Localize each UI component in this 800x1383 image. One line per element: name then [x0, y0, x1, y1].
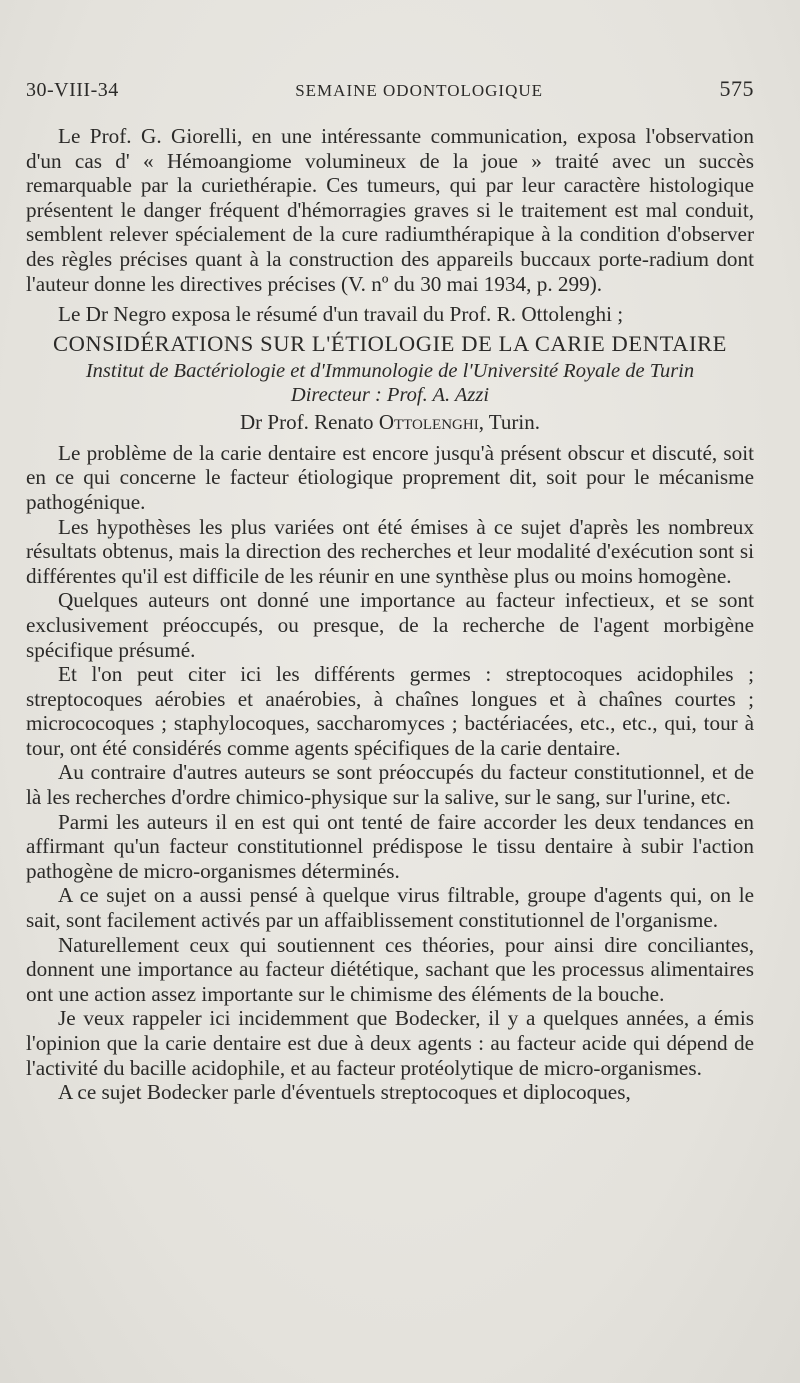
author-name: Ottolenghi: [378, 409, 479, 434]
article-director: Directeur : Prof. A. Azzi: [290, 384, 490, 407]
header-journal-title: SEMAINE ODONTOLOGIQUE: [295, 81, 544, 100]
body-paragraph-6: Parmi les auteurs il en est qui ont tenté de faire accorder les deux tendances en affirmant qu'un facteur constitutionnel prédispose le tissu dentaire à subir l'action pathogène de micro-organismes déterminés.: [26, 809, 754, 883]
body-paragraph-3: Quelques auteurs ont donné une importance au facteur infectieux, et se sont exclusivement préoccupés, ou presque, de la recherche de l'agent morbigène spécifique présumé.: [26, 588, 754, 662]
header-date: 30-VIII-34: [26, 79, 119, 101]
body-paragraph-2: Les hypothèses les plus variées ont été émises à ce sujet d'après les nombreux résultats obtenus, mais la direction des recherches et leur modalité d'exécution sont si différentes qu'il est difficile de les réunir en une synthèse plus ou moins homogène.: [26, 514, 754, 588]
body-paragraph-5: Au contraire d'autres auteurs se sont préoccupés du facteur constitutionnel, et de là les recherches d'ordre chimico-physique sur la salive, sur le sang, sur l'urine, etc.: [26, 760, 754, 810]
body-paragraph-7: A ce sujet on a aussi pensé à quelque virus filtrable, groupe d'agents qui, on le sait, sont facilement activés par un affaiblissement constitutionnel de l'organisme.: [26, 883, 754, 933]
intro-paragraph-1: Le Prof. G. Giorelli, en une intéressante communication, exposa l'observation d'un cas d' « Hémoangiome volumineux de la joue » traité avec un succès remarquable par la curiethérapie. Ces tumeurs, qui par leur caractère histologique présentent le danger fréquent d'hémorragies graves si le traitement est mal conduit, semblent relever spécialement de la cure radiumthérapique à la condition d'observer des règles précises quant à la construction des appareils buccaux porte-radium dont l'auteur donne les directives précises (V. nº du 30 mai 1934, p. 299).: [26, 124, 754, 296]
header-page-number: 575: [719, 76, 754, 101]
intro-paragraph-2: Le Dr Negro exposa le résumé d'un travail du Prof. R. Ottolenghi ;: [58, 302, 624, 327]
author-city: , Turin.: [478, 409, 540, 434]
running-header: [26, 76, 754, 102]
author-prefix: Dr Prof. Renato: [240, 409, 374, 434]
body-paragraph-4: Et l'on peut citer ici les différents germes : streptocoques acidophiles ; streptocoques aérobies et anaérobies, à chaînes longues et à chaînes courtes ; micrococoques ; staphylocoques, saccharomyces ; bactériacées, etc., etc., qui, tour à tour, ont été considérés comme agents spécifiques de la carie dentaire.: [26, 662, 754, 760]
article-title: CONSIDÉRATIONS SUR L'ÉTIOLOGIE DE LA CARIE DENTAIRE: [52, 330, 728, 356]
body-paragraph-1: Le problème de la carie dentaire est encore jusqu'à présent obscur et discuté, soit en ce qui concerne le facteur étiologique proprement dit, soit pour le mécanisme pathogénique.: [26, 440, 754, 514]
body-paragraph-8: Naturellement ceux qui soutiennent ces théories, pour ainsi dire conciliantes, donnent une importance au facteur diététique, sachant que les processus alimentaires ont une action assez importante sur le chimisme des éléments de la bouche.: [26, 932, 754, 1006]
body-paragraph-10: A ce sujet Bodecker parle d'éventuels streptocoques et diplocoques,: [58, 1080, 631, 1105]
body-paragraph-9: Je veux rappeler ici incidemment que Bodecker, il y a quelques années, a émis l'opinion que la carie dentaire est due à deux agents : au facteur acide qui dépend de l'activité du bacille acidophile, et au facteur protéolytique de micro-organismes.: [26, 1006, 754, 1080]
article-author: [26, 410, 754, 435]
article-institute: Institut de Bactériologie et d'Immunologie de l'Université Royale de Turin: [85, 359, 695, 382]
